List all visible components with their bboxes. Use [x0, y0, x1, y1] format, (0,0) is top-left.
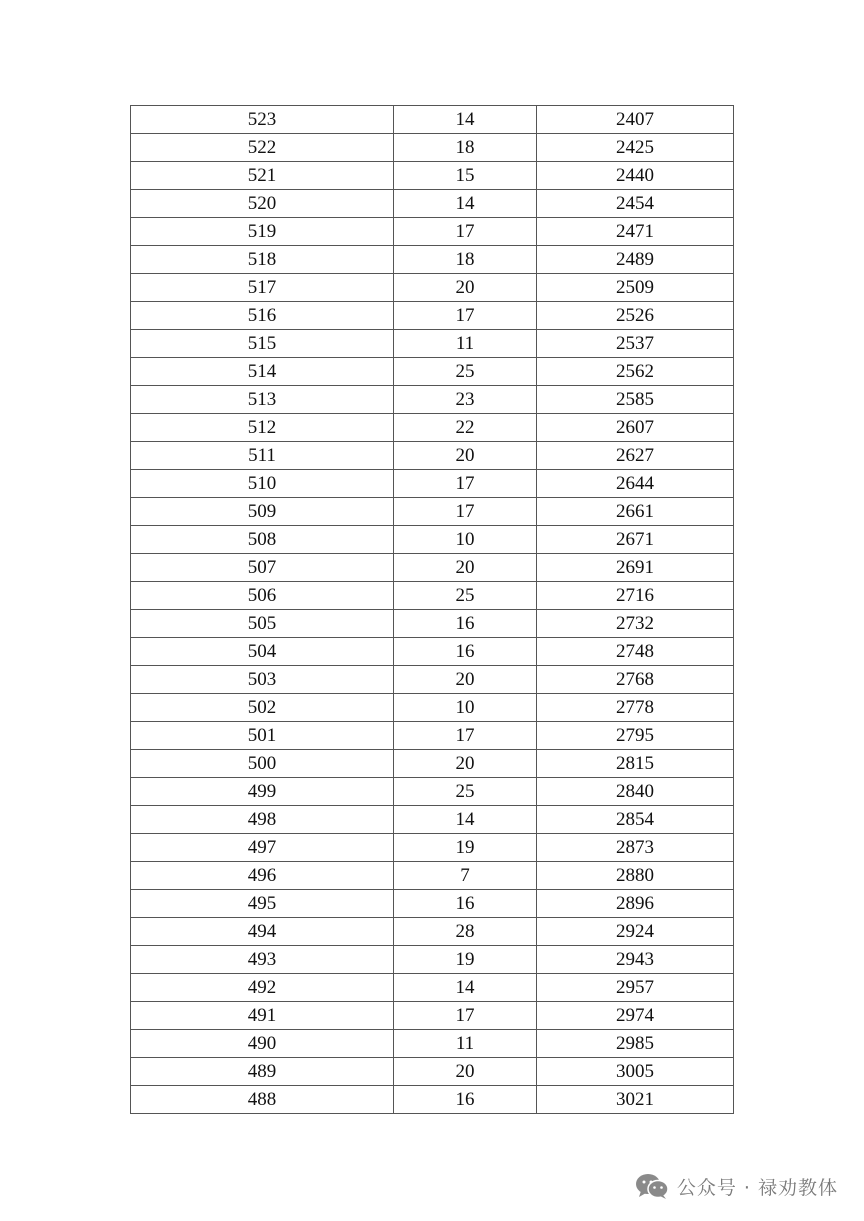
count-cell: 25 [394, 778, 537, 806]
score-table [130, 105, 734, 1114]
count-cell: 11 [394, 1030, 537, 1058]
score-cell: 515 [131, 330, 394, 358]
table-row [131, 946, 734, 974]
cumulative-cell: 3005 [537, 1058, 734, 1086]
score-cell: 500 [131, 750, 394, 778]
score-cell: 517 [131, 274, 394, 302]
count-cell: 16 [394, 610, 537, 638]
cumulative-cell: 2661 [537, 498, 734, 526]
table-row [131, 582, 734, 610]
cumulative-cell: 2873 [537, 834, 734, 862]
cumulative-cell: 2489 [537, 246, 734, 274]
cumulative-cell: 2943 [537, 946, 734, 974]
cumulative-cell: 2778 [537, 694, 734, 722]
score-cell: 501 [131, 722, 394, 750]
count-cell: 20 [394, 1058, 537, 1086]
table-row [131, 330, 734, 358]
cumulative-cell: 2795 [537, 722, 734, 750]
score-cell: 513 [131, 386, 394, 414]
table-row [131, 414, 734, 442]
score-cell: 493 [131, 946, 394, 974]
score-cell: 489 [131, 1058, 394, 1086]
cumulative-cell: 2768 [537, 666, 734, 694]
score-cell: 505 [131, 610, 394, 638]
cumulative-cell: 2880 [537, 862, 734, 890]
table-row [131, 834, 734, 862]
score-cell: 523 [131, 106, 394, 134]
score-cell: 508 [131, 526, 394, 554]
cumulative-cell: 2716 [537, 582, 734, 610]
count-cell: 17 [394, 218, 537, 246]
cumulative-cell: 2537 [537, 330, 734, 358]
watermark-text: 公众号 · 禄劝教体 [676, 1176, 838, 1199]
cumulative-cell: 2471 [537, 218, 734, 246]
score-cell: 521 [131, 162, 394, 190]
score-cell: 520 [131, 190, 394, 218]
score-cell: 490 [131, 1030, 394, 1058]
table-row [131, 246, 734, 274]
cumulative-cell: 2671 [537, 526, 734, 554]
cumulative-cell: 2896 [537, 890, 734, 918]
count-cell: 18 [394, 246, 537, 274]
count-cell: 19 [394, 946, 537, 974]
count-cell: 14 [394, 806, 537, 834]
table-row [131, 526, 734, 554]
cumulative-cell: 2407 [537, 106, 734, 134]
cumulative-cell: 2974 [537, 1002, 734, 1030]
score-table-container [130, 105, 733, 1114]
count-cell: 14 [394, 106, 537, 134]
score-cell: 491 [131, 1002, 394, 1030]
score-cell: 509 [131, 498, 394, 526]
table-row [131, 554, 734, 582]
table-row [131, 974, 734, 1002]
cumulative-cell: 2607 [537, 414, 734, 442]
count-cell: 17 [394, 1002, 537, 1030]
score-cell: 494 [131, 918, 394, 946]
table-row [131, 806, 734, 834]
count-cell: 16 [394, 638, 537, 666]
score-cell: 488 [131, 1086, 394, 1114]
count-cell: 7 [394, 862, 537, 890]
score-cell: 506 [131, 582, 394, 610]
score-cell: 498 [131, 806, 394, 834]
table-row [131, 498, 734, 526]
table-row [131, 106, 734, 134]
count-cell: 19 [394, 834, 537, 862]
count-cell: 18 [394, 134, 537, 162]
count-cell: 17 [394, 498, 537, 526]
count-cell: 25 [394, 582, 537, 610]
watermark [635, 1172, 838, 1200]
cumulative-cell: 2840 [537, 778, 734, 806]
count-cell: 11 [394, 330, 537, 358]
score-cell: 499 [131, 778, 394, 806]
count-cell: 10 [394, 694, 537, 722]
count-cell: 17 [394, 302, 537, 330]
cumulative-cell: 2585 [537, 386, 734, 414]
cumulative-cell: 2644 [537, 470, 734, 498]
table-row [131, 358, 734, 386]
count-cell: 17 [394, 722, 537, 750]
count-cell: 17 [394, 470, 537, 498]
score-cell: 522 [131, 134, 394, 162]
table-row [131, 134, 734, 162]
cumulative-cell: 2440 [537, 162, 734, 190]
table-row [131, 722, 734, 750]
score-cell: 519 [131, 218, 394, 246]
table-row [131, 162, 734, 190]
cumulative-cell: 2425 [537, 134, 734, 162]
cumulative-cell: 2691 [537, 554, 734, 582]
count-cell: 16 [394, 890, 537, 918]
score-cell: 496 [131, 862, 394, 890]
table-row [131, 890, 734, 918]
table-row [131, 1030, 734, 1058]
table-row [131, 750, 734, 778]
score-cell: 507 [131, 554, 394, 582]
table-row [131, 666, 734, 694]
score-cell: 504 [131, 638, 394, 666]
table-row [131, 218, 734, 246]
cumulative-cell: 2627 [537, 442, 734, 470]
cumulative-cell: 2854 [537, 806, 734, 834]
cumulative-cell: 2562 [537, 358, 734, 386]
table-row [131, 1086, 734, 1114]
count-cell: 20 [394, 750, 537, 778]
cumulative-cell: 2985 [537, 1030, 734, 1058]
score-table-body [131, 106, 734, 1114]
score-cell: 497 [131, 834, 394, 862]
score-cell: 503 [131, 666, 394, 694]
count-cell: 20 [394, 442, 537, 470]
table-row [131, 302, 734, 330]
table-row [131, 778, 734, 806]
count-cell: 20 [394, 274, 537, 302]
table-row [131, 470, 734, 498]
table-row [131, 1058, 734, 1086]
table-row [131, 190, 734, 218]
count-cell: 28 [394, 918, 537, 946]
count-cell: 22 [394, 414, 537, 442]
count-cell: 14 [394, 190, 537, 218]
cumulative-cell: 2748 [537, 638, 734, 666]
score-cell: 510 [131, 470, 394, 498]
count-cell: 10 [394, 526, 537, 554]
table-row [131, 694, 734, 722]
table-row [131, 442, 734, 470]
table-row [131, 386, 734, 414]
cumulative-cell: 2732 [537, 610, 734, 638]
count-cell: 25 [394, 358, 537, 386]
score-cell: 512 [131, 414, 394, 442]
table-row [131, 274, 734, 302]
count-cell: 15 [394, 162, 537, 190]
cumulative-cell: 2526 [537, 302, 734, 330]
wechat-icon [635, 1173, 669, 1199]
score-cell: 495 [131, 890, 394, 918]
score-cell: 514 [131, 358, 394, 386]
cumulative-cell: 2815 [537, 750, 734, 778]
table-row [131, 638, 734, 666]
cumulative-cell: 2957 [537, 974, 734, 1002]
score-cell: 502 [131, 694, 394, 722]
table-row [131, 862, 734, 890]
cumulative-cell: 2924 [537, 918, 734, 946]
score-cell: 492 [131, 974, 394, 1002]
cumulative-cell: 3021 [537, 1086, 734, 1114]
count-cell: 16 [394, 1086, 537, 1114]
count-cell: 20 [394, 666, 537, 694]
cumulative-cell: 2454 [537, 190, 734, 218]
score-cell: 511 [131, 442, 394, 470]
count-cell: 23 [394, 386, 537, 414]
table-row [131, 610, 734, 638]
table-row [131, 918, 734, 946]
score-cell: 518 [131, 246, 394, 274]
score-cell: 516 [131, 302, 394, 330]
count-cell: 14 [394, 974, 537, 1002]
count-cell: 20 [394, 554, 537, 582]
table-row [131, 1002, 734, 1030]
cumulative-cell: 2509 [537, 274, 734, 302]
